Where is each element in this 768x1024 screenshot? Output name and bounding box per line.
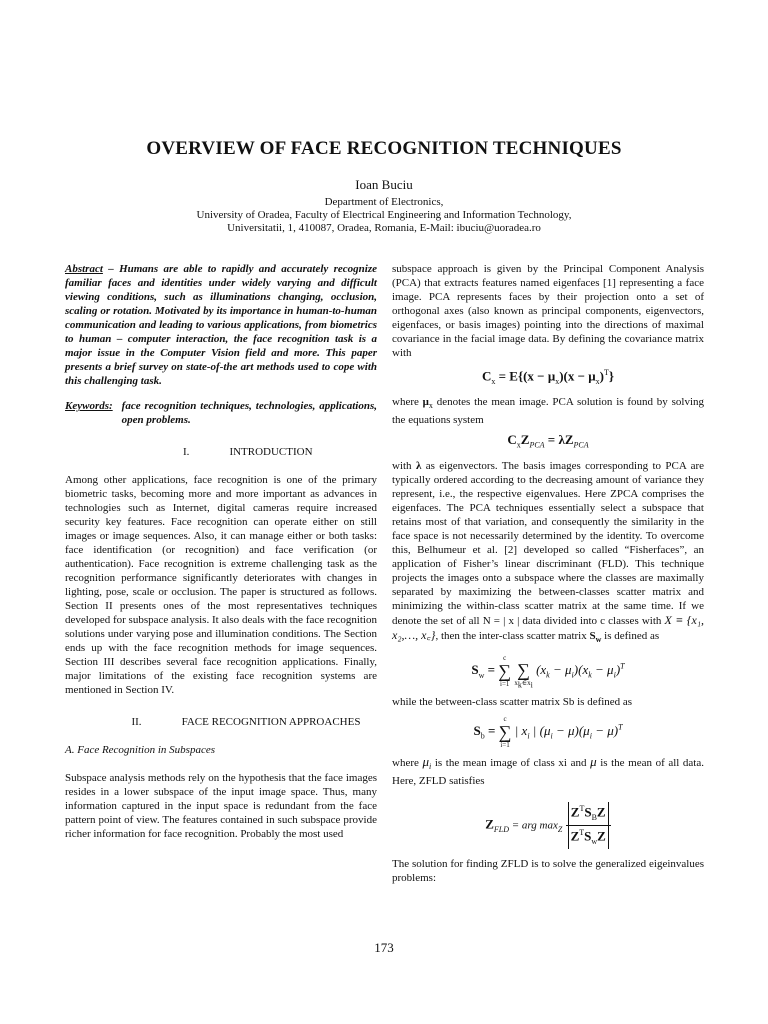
between-class-scatter-equation: $S_b$ = c ∑ i=1 | $x_i$ | $(\mu_i - \mu)(\mu_i - \mu)^T$ [473, 715, 623, 750]
intro-paragraph: Among other applications, face recognition is one of the primary biometric tasks, becoming more and more important as advances in technologies such as Internet, digital cameras require increased security key features. Face recognition can operate either on still images or image sequences. Also, it can manage either or both tasks: face identification (or recognition) and face verification (or authentication). Face recognition is extreme challenging task as the recognition performance significantly deteriorates with changes in lighting, pose, scale or occlusion. The paper is structured as follows. Section II presents ones of the most representatives techniques developed for subspace analysis. It also deals with the face recognition solutions under varying pose and illumination conditions. The Section ends up with the face recognition methods for image sequences. Section III describes several face recognition applications. Finally, major limitations of the existing face recognition systems are mentioned in Section IV. [65, 474, 377, 696]
address: Universitatii, 1, 410087, Oradea, Romania, E-Mail: ibuciu@uoradea.ro [227, 222, 541, 234]
summation: ∑ $x_k\in x_i$ [514, 659, 533, 690]
keywords-text: face recognition techniques, technologies, applications, open problems. [121, 400, 377, 426]
summation: c ∑ i=1 [498, 654, 512, 689]
between-class-paragraph: while the between-class scatter matrix Sb is defined as [392, 696, 633, 709]
section-title: INTRODUCTION [229, 446, 313, 458]
abstract [65, 262, 377, 388]
covariance-equation: $C_x = E\{(x - \mu_x)(x - \mu_x)^T\}$ [482, 368, 614, 386]
abstract-label: Abstract [65, 263, 103, 275]
university: University of Oradea, Faculty of Electrical Engineering and Information Technology, [196, 209, 572, 221]
section-number: II. [131, 716, 142, 728]
section-heading-1 [65, 445, 377, 459]
fld-fraction: $\frac{Z^TS_BZ}{Z^TS_wZ}$ [566, 802, 611, 849]
abstract-text: – Humans are able to rapidly and accurately recognize familiar faces and identities under widely varying and difficult viewing conditions, such as illuminations changing, occlusion, scaling or rotation. Motivated by its importance in human-to-human communication and leading to various applications, from biometrics to human – computer interaction, the face recognition task is a major issue in the Computer Vision field and more. This paper presents a brief survey on state-of-the art methods used to cope with this challenging task. [65, 263, 377, 387]
section-number: I. [183, 446, 190, 458]
within-class-scatter-equation: $S_w$ = c ∑ i=1 ∑ $x_k\in x_i$ $(x_k - \mu_i)(x_k - \mu_i)^T$ [471, 654, 625, 690]
pca-equation: $C_xZ_{PCA} = \lambda Z_{PCA}$ [507, 432, 589, 450]
pca-paragraph: subspace approach is given by the Principal Component Analysis (PCA) that extracts features named eigenfaces [1] representing a face image. PCA represents faces by their projection onto a set of orthogonal axes (also known as principal components, eigenvectors, eigenfaces, or basis images) pointing into the directions of maximal covariance in the facial image data. By defining the covariance matrix with [392, 263, 704, 359]
keywords [65, 399, 377, 427]
keywords-label: Keywords: [65, 400, 113, 412]
paper-title: OVERVIEW OF FACE RECOGNITION TECHNIQUES [146, 138, 622, 159]
author-name: Ioan Buciu [355, 177, 413, 192]
fld-paragraph: with λ as eigenvectors. The basis images corresponding to PCA are typically ordered according to the decreasing amount of variance they represent, i.e., the respective eigenvalues. Here ZPCA comprises the eigenfaces. The PCA techniques essentially select a subspace that retains most of that variation, and consequently the similarity in the face space is not necessarily determined by the identity. To overcome this, Belhumeur et al. [2] developed so called “Fisherfaces”, an application of Fisher’s linear discriminant (FLD). This technique projects the images onto a subspace where the classes are maximally separated by maximizing the between-classes scatter matrix and minimizing the within-class scatter matrix at the same time. If we denote the set of all N = | x | data divided into c classes with X ≡ {x₁, x₂,…, x꜀}, then the inter-class scatter matrix $S_w$ is defined as [392, 459, 704, 644]
fld-equation: $Z_{FLD}$ = arg $\max_Z$ $\frac{Z^TS_BZ}{Z^TS_wZ}$ [392, 802, 704, 849]
subspace-paragraph: Subspace analysis methods rely on the hypothesis that the face images resides in a lower subspace of the input image space. Thus, many information captured in the input space is redundant from the face pattern point of view. The features contained in such subspace provide richer information for face recognition. Probably the most used [65, 772, 377, 840]
mean-paragraph: where $\mu_x$ denotes the mean image. PCA solution is found by solving the equations system [392, 395, 704, 427]
mean-definition-paragraph: where $\mu_i$ is the mean image of class xi and μ is the mean of all data. Here, ZFLD satisfies [392, 754, 704, 788]
page-number: 173 [374, 940, 394, 955]
summation: c ∑ i=1 [498, 715, 512, 750]
section-title: FACE RECOGNITION APPROACHES [181, 716, 361, 728]
department: Department of Electronics, [324, 196, 444, 208]
eigenvalue-paragraph: The solution for finding ZFLD is to solve the generalized eigeinvalues problems: [392, 858, 704, 885]
subsection-heading: A. Face Recognition in Subspaces [65, 744, 215, 756]
section-heading-2 [65, 715, 377, 729]
left-column [65, 262, 377, 841]
right-column [392, 262, 704, 885]
